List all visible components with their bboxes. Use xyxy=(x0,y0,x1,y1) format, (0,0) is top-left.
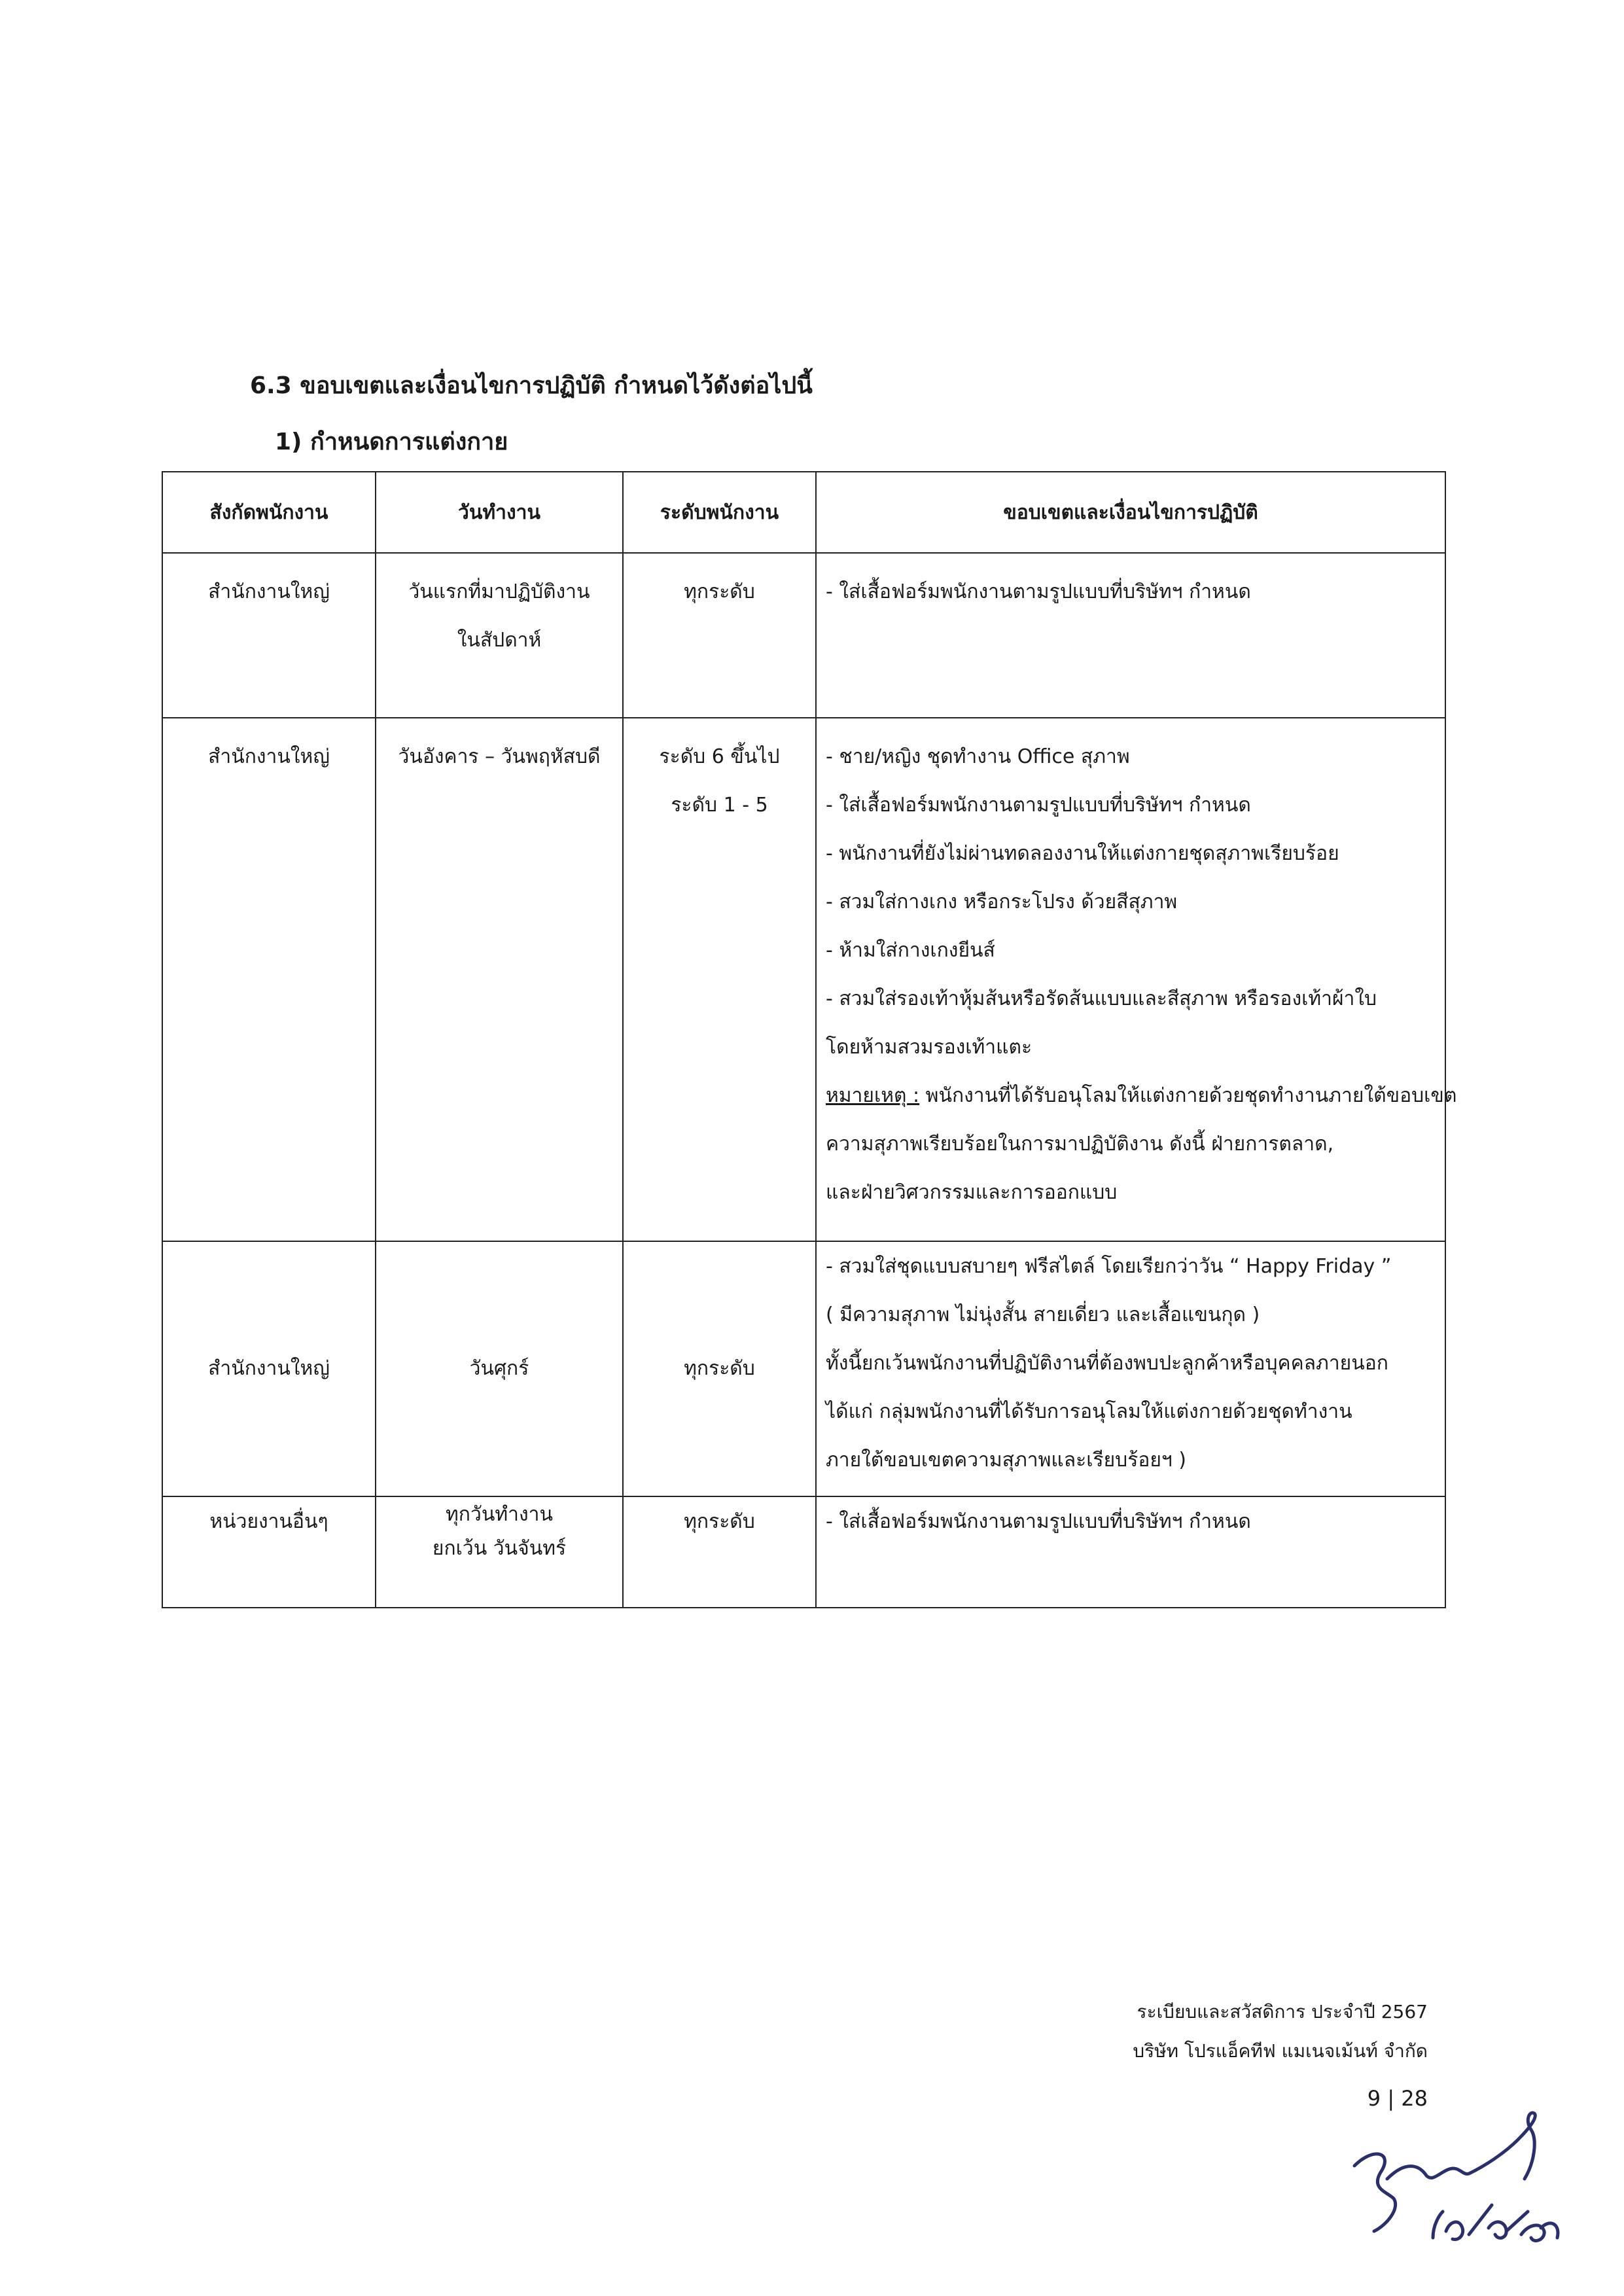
cell-conditions xyxy=(816,1241,1445,1496)
condition-line: - ใส่เสื้อฟอร์มพนักงานตามรูปแบบที่บริษัทฯ กำหนด xyxy=(826,794,1251,817)
header-workday: วันทำงาน xyxy=(376,472,623,553)
note-line: ความสุภาพเรียบร้อยในการมาปฏิบัติงาน ดังนี้ ฝ่ายการตลาด, xyxy=(826,1133,1334,1156)
cell-level xyxy=(623,718,816,1241)
condition-line: - สวมใส่ชุดแบบสบายๆ ฟรีสไตล์ โดยเรียกว่าวัน “ Happy Friday ” xyxy=(826,1255,1392,1278)
condition-line: - ใส่เสื้อฟอร์มพนักงานตามรูปแบบที่บริษัทฯ กำหนด xyxy=(826,580,1251,603)
dress-code-table xyxy=(162,471,1457,1608)
condition-line: - พนักงานที่ยังไม่ผ่านทดลองงานให้แต่งกายชุดสุภาพเรียบร้อย xyxy=(826,842,1339,865)
unit-text: สำนักงานใหญ่ xyxy=(208,745,330,768)
workday-text: วันแรกที่มาปฏิบัติงาน xyxy=(408,580,590,603)
table-row xyxy=(162,718,1445,1241)
table-row xyxy=(162,553,1445,718)
level-text: ระดับ 1 - 5 xyxy=(671,794,768,817)
level-text: ทุกระดับ xyxy=(684,580,755,603)
handwritten-signature-icon xyxy=(1335,2100,1583,2270)
cell-workday xyxy=(376,1241,623,1496)
header-unit: สังกัดพนักงาน xyxy=(162,472,376,553)
condition-line: - ชาย/หญิง ชุดทำงาน Office สุภาพ xyxy=(826,745,1130,768)
cell-conditions xyxy=(816,1496,1445,1608)
condition-line: โดยห้ามสวมรองเท้าแตะ xyxy=(826,1036,1033,1059)
condition-line: ทั้งนี้ยกเว้นพนักงานที่ปฏิบัติงานที่ต้องพบปะลูกค้าหรือบุคคลภายนอก xyxy=(826,1352,1388,1375)
cell-level xyxy=(623,1496,816,1608)
cell-unit xyxy=(162,718,376,1241)
note-label: หมายเหตุ : xyxy=(826,1084,920,1107)
unit-text: หน่วยงานอื่นๆ xyxy=(209,1510,328,1533)
cell-level xyxy=(623,1241,816,1496)
header-conditions: ขอบเขตและเงื่อนไขการปฏิบัติ xyxy=(816,472,1445,553)
workday-text: ยกเว้น วันจันทร์ xyxy=(432,1537,567,1560)
cell-unit xyxy=(162,1496,376,1608)
workday-text: วันอังคาร – วันพฤหัสบดี xyxy=(398,745,601,768)
level-text: ระดับ 6 ขึ้นไป xyxy=(659,745,780,768)
cell-level xyxy=(623,553,816,718)
section-heading: 6.3 ขอบเขตและเงื่อนไขการปฏิบัติ กำหนดไว้ดังต่อไปนี้ xyxy=(250,372,813,399)
note-line: และฝ่ายวิศวกรรมและการออกแบบ xyxy=(826,1181,1118,1204)
level-text: ทุกระดับ xyxy=(684,1510,755,1533)
unit-text: สำนักงานใหญ่ xyxy=(208,580,330,603)
cell-unit xyxy=(162,1241,376,1496)
note-line xyxy=(826,1072,1457,1120)
condition-line: ภายใต้ขอบเขตความสุภาพและเรียบร้อยฯ ) xyxy=(826,1449,1187,1472)
cell-conditions xyxy=(816,718,1457,1241)
cell-workday xyxy=(376,718,623,1241)
cell-unit xyxy=(162,553,376,718)
footer-company-name: บริษัท โปรแอ็คทีฟ แมเนจเม้นท์ จำกัด xyxy=(1133,2040,1428,2062)
condition-line: ( มีความสุภาพ ไม่นุ่งสั้น สายเดี่ยว และเสื้อแขนกุด ) xyxy=(826,1303,1260,1326)
sub-heading: 1) กำหนดการแต่งกาย xyxy=(275,429,508,455)
unit-text: สำนักงานใหญ่ xyxy=(208,1357,330,1380)
cell-workday xyxy=(376,553,623,718)
cell-conditions xyxy=(816,553,1445,718)
table-row xyxy=(162,1496,1445,1608)
condition-line: - ห้ามใส่กางเกงยีนส์ xyxy=(826,939,995,962)
table-row xyxy=(162,1241,1445,1496)
condition-line: ได้แก่ กลุ่มพนักงานที่ได้รับการอนุโลมให้แต่งกายด้วยชุดทำงาน xyxy=(826,1400,1352,1423)
cell-workday xyxy=(376,1496,623,1608)
workday-text: ทุกวันทำงาน xyxy=(446,1503,553,1526)
footer xyxy=(1133,1992,1428,2071)
condition-line: - สวมใส่รองเท้าหุ้มส้นหรือรัดส้นแบบและสีสุภาพ หรือรองเท้าผ้าใบ xyxy=(826,987,1377,1010)
note-text: พนักงานที่ได้รับอนุโลมให้แต่งกายด้วยชุดทำงานภายใต้ขอบเขต xyxy=(919,1084,1457,1107)
page-number: 9 | 28 xyxy=(1367,2086,1428,2111)
workday-text: ในสัปดาห์ xyxy=(457,629,542,652)
condition-line: - ใส่เสื้อฟอร์มพนักงานตามรูปแบบที่บริษัทฯ กำหนด xyxy=(826,1510,1251,1533)
workday-text: วันศุกร์ xyxy=(469,1357,529,1380)
table-header-row xyxy=(162,472,1445,553)
header-level: ระดับพนักงาน xyxy=(623,472,816,553)
condition-line: - สวมใส่กางเกง หรือกระโปรง ด้วยสีสุภาพ xyxy=(826,891,1178,913)
level-text: ทุกระดับ xyxy=(684,1357,755,1380)
footer-regulation-title: ระเบียบและสวัสดิการ ประจำปี 2567 xyxy=(1137,2001,1428,2022)
